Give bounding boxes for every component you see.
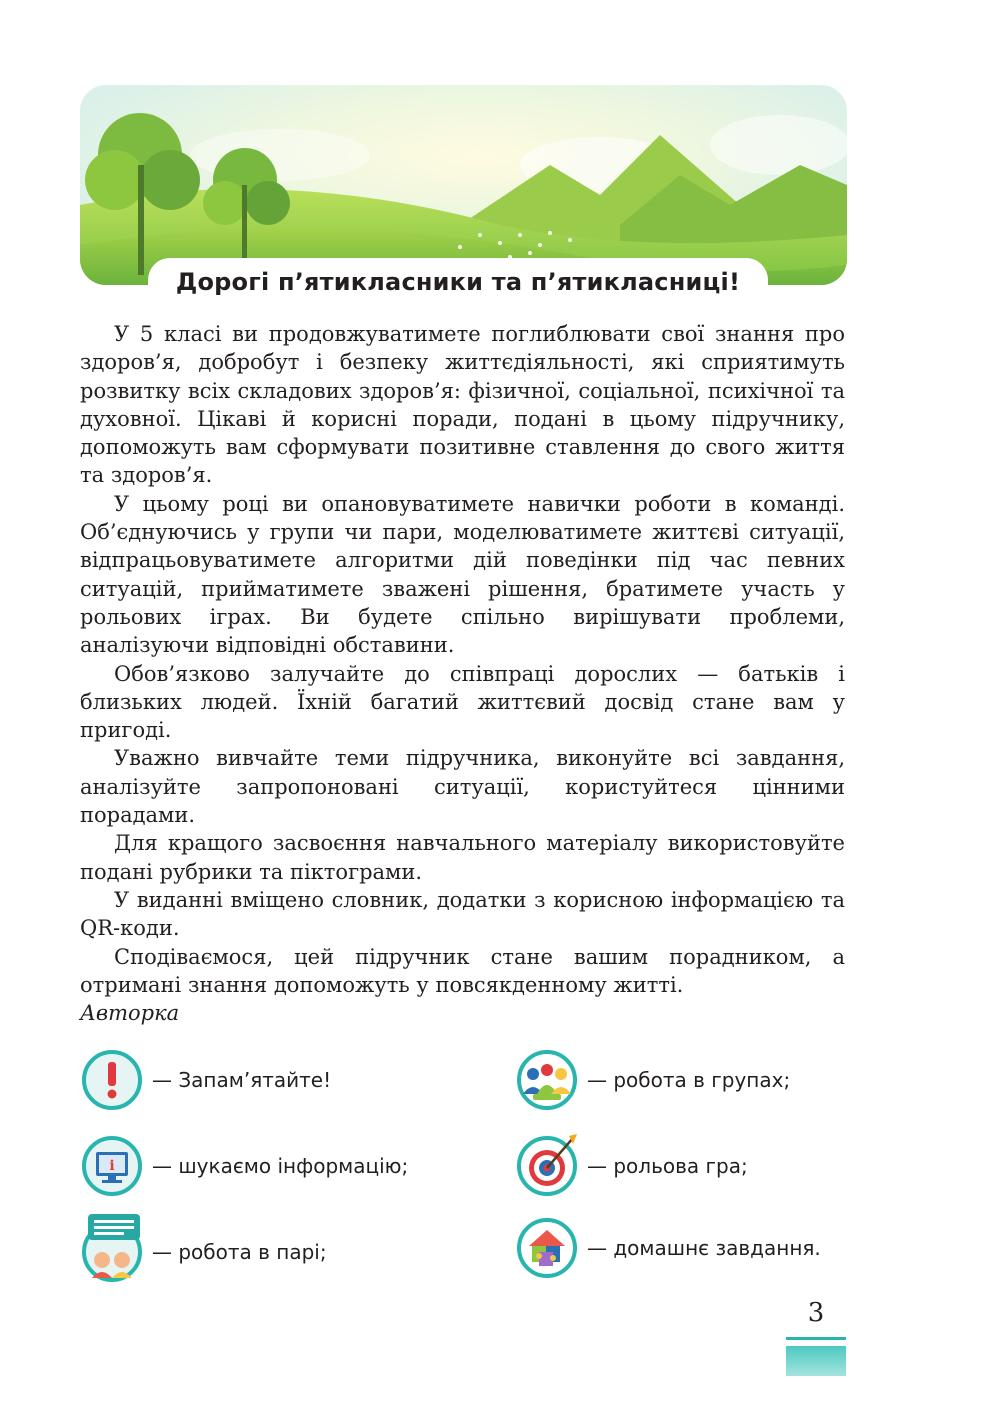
legend-label: — рольова гра; bbox=[587, 1154, 748, 1178]
legend-label: — домашнє завдання. bbox=[587, 1236, 821, 1260]
legend-role bbox=[517, 1136, 748, 1196]
house-puzzle-icon bbox=[517, 1218, 577, 1278]
legend-pair bbox=[82, 1222, 327, 1282]
exclamation-icon bbox=[82, 1050, 142, 1110]
paragraph: Уважно вивчайте теми підручника, виконуйте всі завдання, аналізуйте запропоновані ситуації, користуйтеся цінними порадами. bbox=[80, 746, 845, 828]
svg-text:i: i bbox=[109, 1158, 115, 1174]
paragraph: Сподіваємося, цей підручник стане вашим порадником, а отримані знання допоможуть у повсякденному житті. bbox=[80, 944, 845, 997]
header-illustration bbox=[80, 85, 847, 285]
computer-info-icon bbox=[82, 1136, 142, 1196]
paragraph: У цьому році ви опановуватимете навички роботи в команді. Об’єднуючись у групи чи пари, моделюватимете життєві ситуації, відпрацьовуватимете алгоритми дій поведінки під час певних ситуацій, прийматимете зважені рішення, братимете участь у рольових іграх. Ви будете спільно вирішувати проблеми, аналізуючи відповідні обставини. bbox=[80, 491, 845, 658]
page-number-bar bbox=[786, 1346, 846, 1376]
legend-label: — робота в групах; bbox=[587, 1068, 791, 1092]
page-number: 3 bbox=[807, 1298, 825, 1328]
intro-text bbox=[80, 320, 845, 1027]
signature: Авторка bbox=[80, 1001, 180, 1026]
pair-work-icon bbox=[82, 1222, 142, 1282]
legend-label: — шукаємо інформацію; bbox=[152, 1154, 409, 1178]
legend-label: — Запам’ятайте! bbox=[152, 1068, 332, 1092]
legend-groups bbox=[517, 1050, 790, 1110]
paragraph: У 5 класі ви продовжуватимете поглиблювати свої знання про здоров’я, добробут і безпеку життєдіяльності, які сприятимуть розвитку всіх складових здоров’я: фізичної, соціальної, психічної та духовної. Цікаві й корисні поради, подані в цьому підручнику, допоможуть вам сформувати позитивне ставлення до свого життя та здоров’я. bbox=[80, 322, 845, 488]
legend-remember bbox=[82, 1050, 331, 1110]
legend-label: — робота в парі; bbox=[152, 1240, 327, 1264]
paragraph: У виданні вміщено словник, додатки з корисною інформацією та QR-коди. bbox=[80, 887, 845, 941]
paragraph: Для кращого засвоєння навчального матеріалу використовуйте подані рубрики та піктограми. bbox=[80, 831, 845, 884]
paragraph: Обов’язково залучайте до співпраці дорослих — батьків і близьких людей. Їхній багатий життєвий досвід стане вам у пригоді. bbox=[80, 661, 845, 743]
page-number-underline bbox=[786, 1337, 846, 1340]
group-work-icon bbox=[517, 1050, 577, 1110]
page-title: Дорогі п’ятикласники та п’ятикласниці! bbox=[175, 268, 741, 296]
target-icon bbox=[517, 1136, 577, 1196]
legend-home bbox=[517, 1218, 821, 1278]
legend-info bbox=[82, 1136, 408, 1196]
